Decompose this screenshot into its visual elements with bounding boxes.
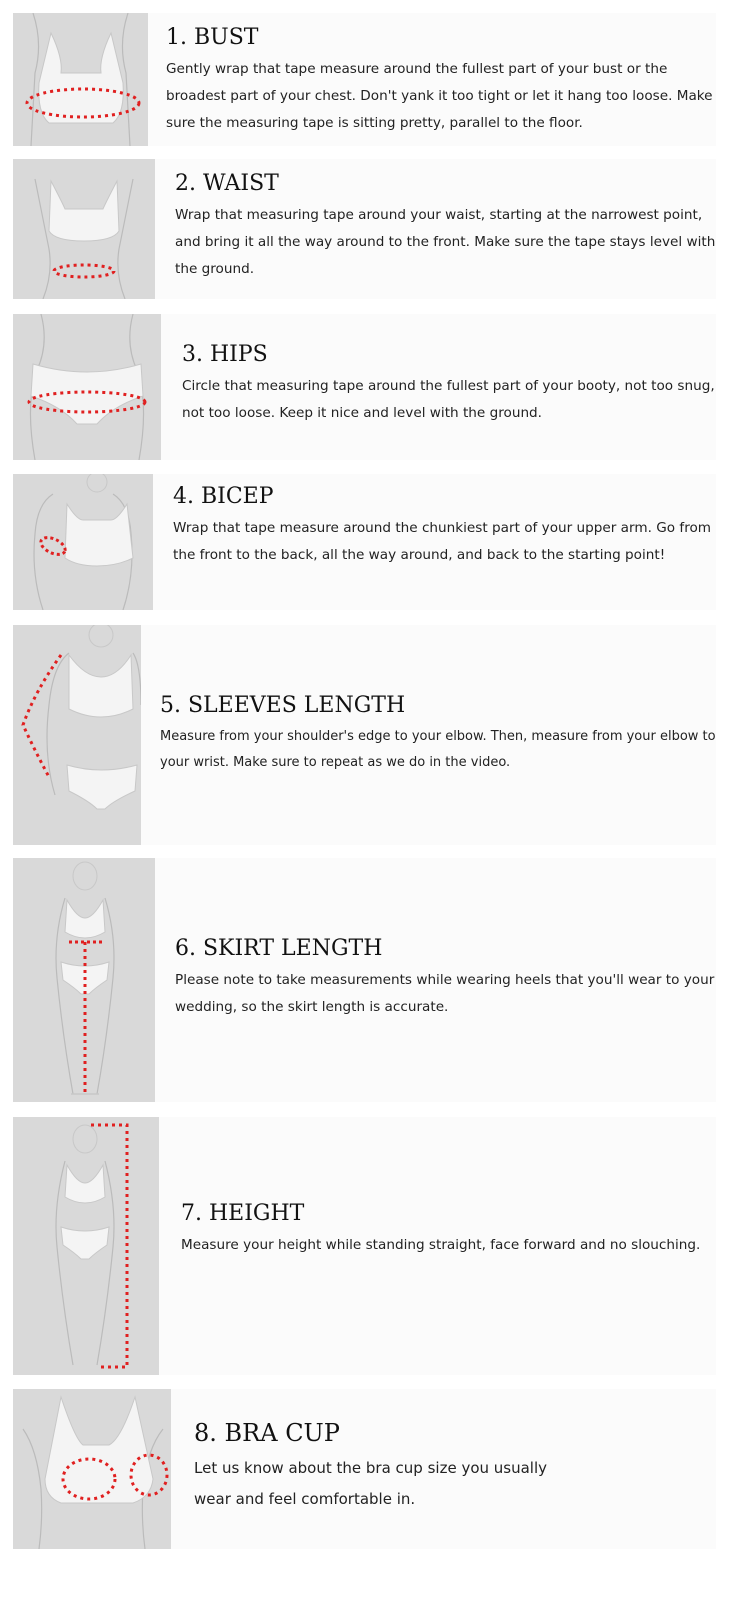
skirt-length-illustration-icon bbox=[13, 858, 155, 1102]
section-title: 7. HEIGHT bbox=[181, 1201, 305, 1226]
section-description: Let us know about the bra cup size you usually wear and feel comfortable in. bbox=[194, 1459, 548, 1508]
section-title: 3. HIPS bbox=[182, 342, 268, 367]
section-description: Measure from your shoulder's edge to your elbow. Then, measure from your elbow to your wrist. Make sure to repeat as we do in the video. bbox=[160, 729, 716, 770]
section-description: Please note to take measurements while wearing heels that you'll wear to your wedding, so the skirt length is accurate. bbox=[175, 972, 715, 1015]
measurement-section-bust bbox=[13, 13, 716, 146]
measurement-section-waist bbox=[13, 159, 716, 299]
bra-cup-illustration-icon bbox=[13, 1389, 171, 1549]
hips-illustration-icon bbox=[13, 314, 161, 460]
section-title: 8. BRA CUP bbox=[194, 1419, 340, 1447]
bicep-illustration-icon bbox=[13, 474, 153, 610]
section-description: Measure your height while standing straight, face forward and no slouching. bbox=[181, 1237, 701, 1253]
measurement-section-bra-cup bbox=[13, 1389, 716, 1549]
measurement-section-hips bbox=[13, 314, 716, 460]
section-description: Gently wrap that tape measure around the fullest part of your bust or the broadest part of your chest. Don't yank it too tight or let it hang too loose. Make sure the measuring tape is sitting pretty, parallel to the floor. bbox=[166, 61, 713, 131]
section-description: Wrap that tape measure around the chunkiest part of your upper arm. Go from the front to the back, all the way around, and back to the starting point! bbox=[173, 520, 712, 563]
section-description: Wrap that measuring tape around your waist, starting at the narrowest point, and bring it all the way around to the front. Make sure the tape stays level with the ground. bbox=[175, 207, 716, 277]
section-title: 4. BICEP bbox=[173, 484, 274, 509]
measurement-section-height bbox=[13, 1117, 716, 1375]
measurement-section-skirt-length bbox=[13, 858, 716, 1102]
section-title: 2. WAIST bbox=[175, 171, 279, 196]
measurement-section-bicep bbox=[13, 474, 716, 610]
section-title: 6. SKIRT LENGTH bbox=[175, 936, 383, 961]
sleeve-length-illustration-icon bbox=[13, 625, 141, 845]
section-title: 5. SLEEVES LENGTH bbox=[160, 693, 406, 718]
waist-illustration-icon bbox=[13, 159, 155, 299]
measurement-section-sleeves-length bbox=[13, 625, 716, 845]
bust-illustration-icon bbox=[13, 13, 148, 146]
height-illustration-icon bbox=[13, 1117, 159, 1375]
section-title: 1. BUST bbox=[166, 25, 259, 50]
section-description: Circle that measuring tape around the fullest part of your booty, not too snug, not too loose. Keep it nice and level with the ground. bbox=[182, 378, 715, 421]
